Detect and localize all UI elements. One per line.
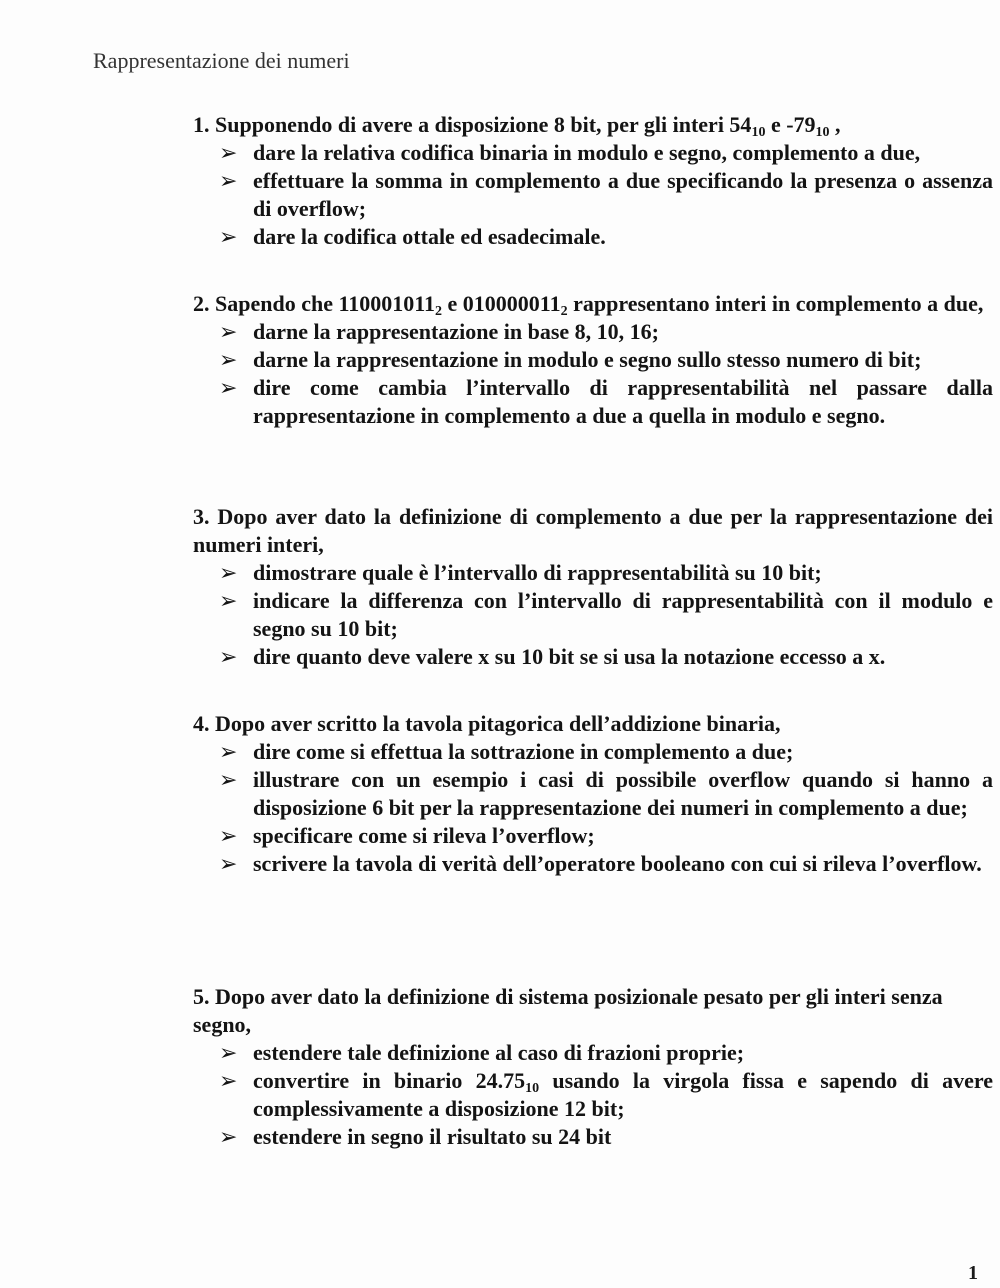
arrow-bullet-icon: ➢ — [219, 823, 238, 848]
document-title: Rappresentazione dei numeri — [93, 48, 350, 73]
question-text: Dopo aver scritto la tavola pitagorica dell’addizione binaria, — [215, 711, 781, 736]
list-item: ➢ dimostrare quale è l’intervallo di rappresentabilità su 10 bit; — [219, 560, 822, 585]
list-item: ➢ estendere in segno il risultato su 24 bit — [219, 1124, 612, 1149]
arrow-bullet-icon: ➢ — [219, 319, 238, 344]
list-item: ➢ dire come cambia l’intervallo di rappresentabilità nel passare dalla rappresentazione in complemento a due a quella in modulo e segno. — [219, 375, 993, 428]
page-number: 1 — [968, 1262, 978, 1284]
arrow-bullet-icon: ➢ — [219, 739, 238, 764]
question-3-head — [193, 503, 993, 559]
arrow-bullet-icon: ➢ — [219, 1040, 238, 1065]
question-number: 3. — [193, 504, 210, 529]
arrow-bullet-icon: ➢ — [219, 140, 238, 165]
list-item: ➢ estendere tale definizione al caso di frazioni proprie; — [219, 1040, 745, 1065]
list-item: ➢ specificare come si rileva l’overflow; — [219, 823, 595, 848]
arrow-bullet-icon: ➢ — [219, 168, 238, 193]
arrow-bullet-icon: ➢ — [219, 644, 238, 669]
list-item: ➢ convertire in binario $24.75_{10}$ usando la virgola fissa e sapendo di avere complessivamente a disposizione 12 bit; — [219, 1068, 993, 1121]
arrow-bullet-icon: ➢ — [219, 1124, 238, 1149]
question-number: 1. — [193, 112, 210, 137]
list-item: ➢ indicare la differenza con l’intervallo di rappresentabilità con il modulo e segno su 10 bit; — [219, 588, 993, 641]
question-4-head — [193, 710, 993, 738]
list-item: ➢ scrivere la tavola di verità dell’operatore booleano con cui si rileva l’overflow. — [219, 851, 982, 876]
question-4 — [193, 710, 993, 878]
arrow-bullet-icon: ➢ — [219, 851, 238, 876]
list-item: ➢ dire come si effettua la sottrazione in complemento a due; — [219, 739, 794, 764]
arrow-bullet-icon: ➢ — [219, 560, 238, 585]
arrow-bullet-icon: ➢ — [219, 588, 238, 613]
list-item: ➢ darne la rappresentazione in base 8, 10, 16; — [219, 319, 659, 344]
question-text: Sapendo che $110001011_2$ e $010000011_2$ rappresentano interi in complemento a due, — [215, 291, 984, 319]
list-item: ➢ dare la codifica ottale ed esadecimale. — [219, 224, 606, 249]
arrow-bullet-icon: ➢ — [219, 1068, 238, 1093]
question-2 — [193, 290, 993, 430]
question-text: Dopo aver dato la definizione di complemento a due per la rappresentazione dei numeri interi, — [193, 504, 993, 557]
question-1-head — [193, 111, 993, 139]
arrow-bullet-icon: ➢ — [219, 767, 238, 792]
list-item: ➢ dare la relativa codifica binaria in modulo e segno, complemento a due, — [219, 140, 921, 165]
question-number: 4. — [193, 711, 210, 736]
arrow-bullet-icon: ➢ — [219, 375, 238, 400]
list-item: ➢ illustrare con un esempio i casi di possibile overflow quando si hanno a disposizione 6 bit per la rappresentazione dei numeri in complemento a due; — [219, 767, 993, 820]
question-number: 2. — [193, 291, 210, 316]
question-text: Supponendo di avere a disposizione 8 bit, per gli interi $54_{10}$ e $-79_{10}$ , — [215, 112, 841, 140]
question-5-head — [193, 983, 993, 1039]
question-text: Dopo aver dato la definizione di sistema posizionale pesato per gli interi senza segno, — [193, 984, 943, 1037]
list-item: ➢ effettuare la somma in complemento a due specificando la presenza o assenza di overflow; — [219, 168, 993, 221]
question-3 — [193, 503, 993, 671]
question-2-head — [193, 290, 993, 318]
arrow-bullet-icon: ➢ — [219, 347, 238, 372]
question-5 — [193, 983, 993, 1151]
list-item: ➢ darne la rappresentazione in modulo e segno sullo stesso numero di bit; — [219, 347, 922, 372]
list-item: ➢ dire quanto deve valere x su 10 bit se si usa la notazione eccesso a x. — [219, 644, 886, 669]
question-1 — [193, 111, 993, 251]
arrow-bullet-icon: ➢ — [219, 224, 238, 249]
question-number: 5. — [193, 984, 210, 1009]
